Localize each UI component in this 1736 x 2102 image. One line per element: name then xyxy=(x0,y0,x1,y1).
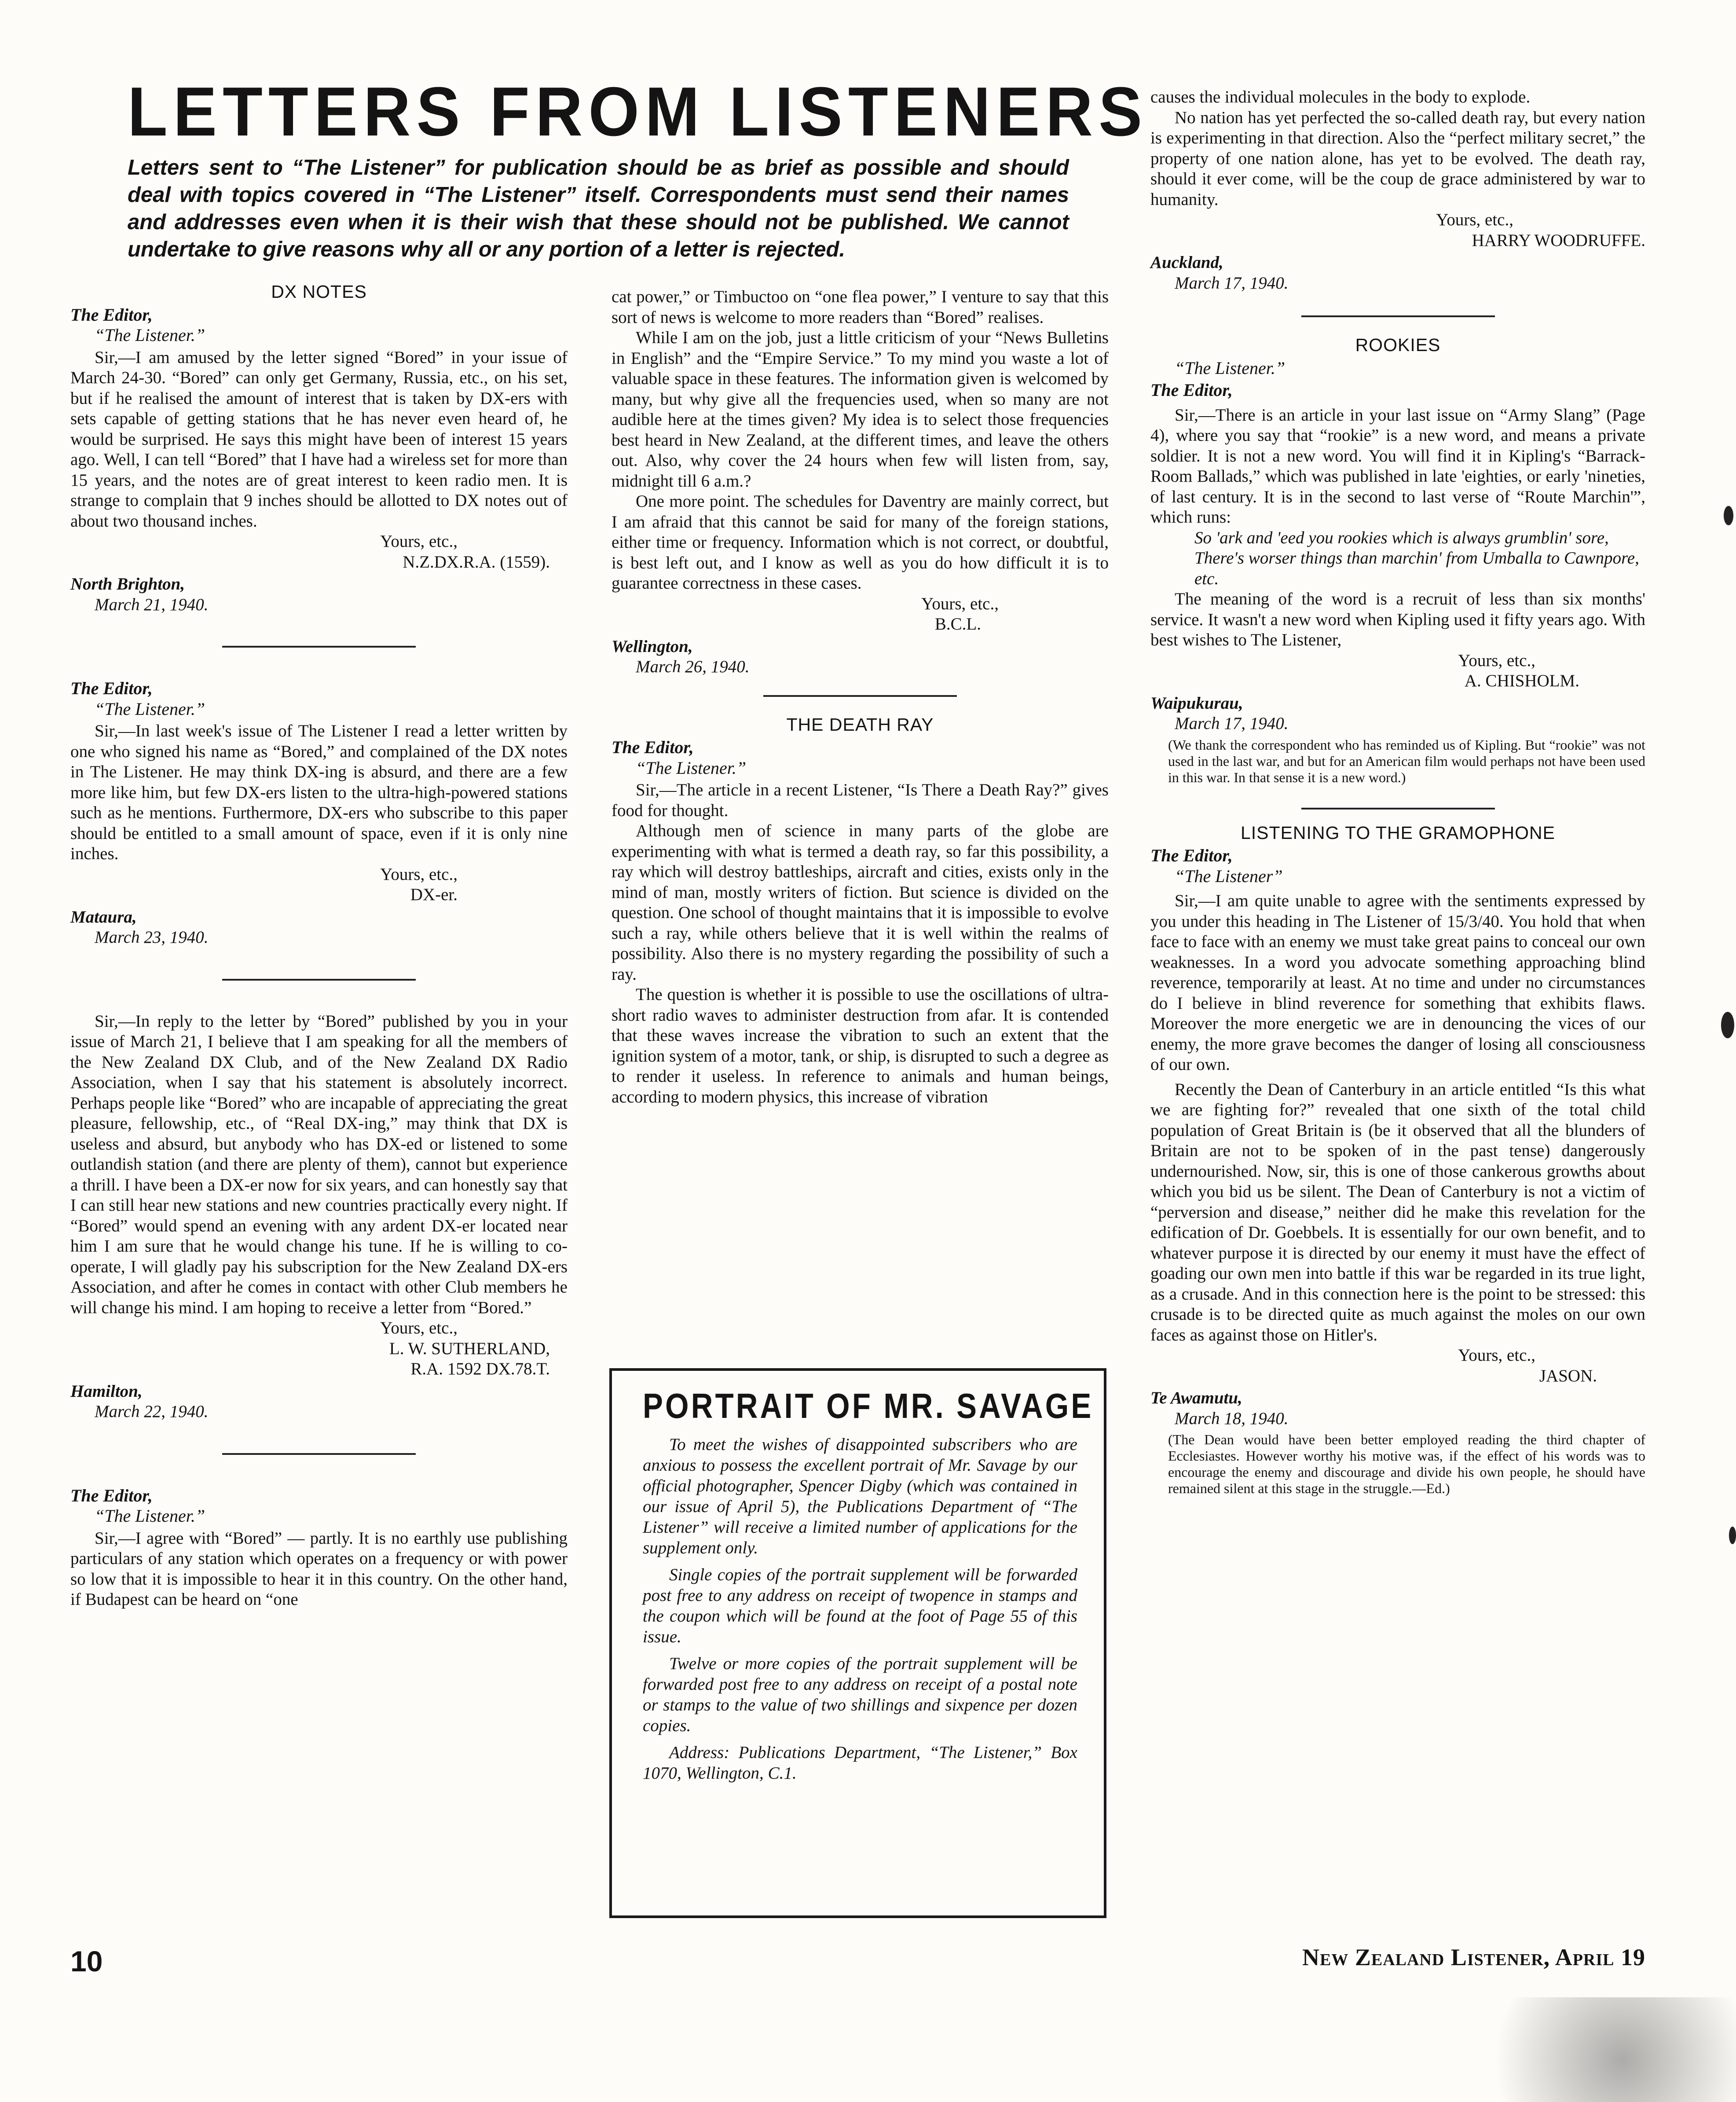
notice-paragraph: Single copies of the portrait supplement will be forwarded post free to any address on receipt of twopence in stamps and the coupon which will be found at the foot of Page 55 of this issue. xyxy=(643,1565,1077,1646)
letter-signature: N.Z.DX.R.A. (1559). xyxy=(403,552,550,571)
letter-date: March 18, 1940. xyxy=(1175,1409,1289,1428)
column-1 xyxy=(70,282,568,1610)
letter-closing: Yours, etc., xyxy=(1458,651,1535,670)
section-heading-gramophone: LISTENING TO THE GRAMOPHONE xyxy=(1240,822,1555,843)
letter-place: Auckland, xyxy=(1150,253,1223,272)
letter-body: Sir,—I am amused by the letter signed “Bored” in your issue of March 24-30. “Bored” can only get Germany, Russia, etc., on his set, but if he realised the amount of interest that is taken by DX-ers with sets capable of getting stations that he has never even heard of, he would be surprised. He says this might have been of interest 15 years ago. Well, I can tell “Bored” that I have had a wireless set for more than 15 years, and the notes are of great interest to keen radio men. It is strange to complain that 9 inches should be allotted to DX notes out of about two thousand inches. xyxy=(70,348,568,531)
letter-signature: DX-er. xyxy=(410,885,458,904)
ink-speck xyxy=(1721,1012,1734,1038)
section-heading-rookies: ROOKIES xyxy=(1355,335,1441,355)
ink-speck xyxy=(1729,1527,1736,1544)
letter-closing: Yours, etc., xyxy=(380,1318,458,1337)
column-3 xyxy=(1150,87,1645,1497)
ink-speck xyxy=(1724,506,1733,525)
letter-addressee: “The Listener.” xyxy=(95,699,205,719)
letter-body: The meaning of the word is a recruit of less than six months' service. It wasn't a new word when Kipling used it fifty years ago. With best wishes to The Listener, xyxy=(1150,590,1645,649)
letter-date: March 22, 1940. xyxy=(95,1402,209,1421)
letter-salutation: The Editor, xyxy=(70,1485,153,1505)
letter-closing: Yours, etc., xyxy=(1458,1346,1535,1365)
editor-note: (We thank the correspondent who has reminded us of Kipling. But “rookie” was not used in the last war, and but for an American film would perhaps not have been used in this war. In that sense it is a new word.) xyxy=(1168,736,1645,785)
letter-body-continued: causes the individual molecules in the body to explode. xyxy=(1150,88,1531,106)
letter-body: One more point. The schedules for Daventry are mainly correct, but I am afraid that this cannot be said for many of the foreign stations, either time or frequency. Information which is not correct, or doubtful, is best left out, and I know as well as you do how difficult it is to guarantee correctness in these cases. xyxy=(612,492,1109,593)
section-heading-death-ray: THE DEATH RAY xyxy=(786,714,934,735)
page-title: LETTERS FROM LISTENERS xyxy=(128,73,1148,150)
letter-body: Sir,—I agree with “Bored” — partly. It is no earthly use publishing particulars of any station which operates on a frequency or with power so low that it is impossible to hear it in this country. On the other hand, if Budapest can be heard on “one xyxy=(70,1528,568,1609)
letter-body: Sir,—There is an article in your last issue on “Army Slang” (Page 4), where you say that “rookie” is a new word, and means a private soldier. It is not a new word. You will find it in Kipling's “Barrack-Room Ballads,” which was published in late 'eighties, or early 'nineties, of last century. It is in the second to last verse of “Route Marchin'”, which runs: xyxy=(1150,405,1645,527)
letter-signature: JASON. xyxy=(1539,1366,1597,1385)
letter-signature: B.C.L. xyxy=(934,615,981,634)
letter-place: Mataura, xyxy=(70,907,137,926)
letter-place: Waipukurau, xyxy=(1150,693,1243,713)
divider xyxy=(222,979,416,981)
editor-note: (The Dean would have been better employed reading the third chapter of Ecclesiastes. However worthy his motive was, if the effect of his words was to encourage the enemy and discourage and divide his own people, he should have remained silent at this stage in the struggle.—Ed.) xyxy=(1168,1432,1645,1496)
letter-body: The question is whether it is possible to use the oscillations of ultra-short radio waves to administer destruction from afar. It is contended that these waves increase the vibration to such an extent that the ignition system of a motor, tank, or ship, is disrupted to such a degree as to render it useless. In reference to animals and human beings, according to modern physics, this increase of vibration xyxy=(612,985,1109,1106)
letter-place: Te Awamutu, xyxy=(1150,1388,1242,1407)
letter-addressee: “The Listener.” xyxy=(636,758,747,778)
running-footer: New Zealand Listener, April 19 xyxy=(1302,1944,1645,1970)
letter-salutation: The Editor, xyxy=(612,737,694,757)
letter-signature: HARRY WOODRUFFE. xyxy=(1472,231,1645,250)
page-number: 10 xyxy=(70,1945,103,1977)
notice-paragraph: Twelve or more copies of the portrait supplement will be forwarded post free to any address on receipt of a postal note or stamps to the value of two shillings and sixpence per dozen copies. xyxy=(643,1654,1077,1735)
letter-salutation: The Editor, xyxy=(70,304,153,325)
letter-addressee: “The Listener.” xyxy=(95,1506,205,1526)
letter-closing: Yours, etc., xyxy=(921,594,999,613)
letter-date: March 23, 1940. xyxy=(95,928,209,947)
scan-noise xyxy=(1452,1997,1736,2102)
letter-body: Although men of science in many parts of the globe are experimenting with what is termed a death ray, so far this possibility, a ray which will destroy battleships, aircraft and cities, exists only in the mind of man, mostly writers of fiction. But science is divided on the question. One school of thought maintains that it is impossible to evolve such a ray, while others believe that it is well within the realms of possibility. Also there is no mystery regarding the possibility of such a ray. xyxy=(612,821,1109,984)
letter-addressee: “The Listener” xyxy=(1175,866,1283,886)
notice-title: PORTRAIT OF MR. SAVAGE xyxy=(643,1386,1094,1425)
letter-body: Recently the Dean of Canterbury in an article entitled “Is this what we are fighting for?” revealed that one sixth of the total child population of Great Britain is (be it observed that all the blunders of Britain are not to be spoken of in the past tense) dangerously undernourished. Now, sir, this is one of those cankerous growths about which you bid us be silent. The Dean of Canterbury is not a victim of “perversion and disease,” neither did he make this revelation for the edification of Dr. Goebbels. It is essentially for our own benefit, and to whatever purpose it is directed by our enemy it must have the effect of goading our own men into battle if this war be regarded in its true light, as a crusade. And in this connection here is the point to be stressed: this crusade is to be directed quite as much against the moles on our own faces as against those on Hitler's. xyxy=(1150,1080,1645,1344)
divider xyxy=(222,646,416,648)
column-2 xyxy=(612,287,1109,1107)
letter-body: While I am on the job, just a little criticism of your “News Bulletins in English” and the “Empire Service.” To my mind you waste a lot of valuable space in these features. The information given is welcomed by many, but why give all the frequencies used, when so many are not audible here at the times given? My idea is to select those frequencies best heard in New Zealand, at the different times, and leave the others out. Also, why cover the 24 hours when few will listen from, say, midnight till 6 a.m.? xyxy=(612,328,1109,491)
letter-salutation: The Editor, xyxy=(1150,846,1233,865)
letter-body-continued: cat power,” or Timbuctoo on “one flea power,” I venture to say that this sort of news is welcome to more readers than “Bored” realises. xyxy=(612,287,1109,327)
letter-date: March 17, 1940. xyxy=(1175,714,1289,733)
letter-date: March 21, 1940. xyxy=(95,595,209,614)
letter-addressee: “The Listener.” xyxy=(1175,358,1286,378)
letter-signature: A. CHISHOLM. xyxy=(1464,671,1579,690)
letter-salutation: The Editor, xyxy=(1150,380,1233,400)
portrait-notice-box xyxy=(609,1368,1106,1918)
letter-body: Sir,—The article in a recent Listener, “Is There a Death Ray?” gives food for thought. xyxy=(612,780,1109,820)
letter-closing: Yours, etc., xyxy=(1436,210,1513,229)
verse-line: There's worser things than marchin' from Umballa to Cawnpore, etc. xyxy=(1194,549,1639,588)
letter-body: Sir,—I am quite unable to agree with the sentiments expressed by you under this heading in The Listener of 15/3/40. You hold that when face to face with an enemy we must take great pains to conceal our own weaknesses. In a word you advocate something approaching blind reverence, temporarily at least. At no time and under no circumstances do I believe in blind reverence for something that exhibits flaws. Moreover the more energetic we are in denouncing the vices of our enemy, the more grave becomes the danger of losing all consciousness of our own. xyxy=(1150,891,1645,1074)
letter-place: North Brighton, xyxy=(70,575,185,593)
letter-addressee: “The Listener.” xyxy=(95,325,205,345)
letter-body: Sir,—In last week's issue of The Listener I read a letter written by one who signed his name as “Bored,” and complained of the DX notes in The Listener. He may think DX-ing is absurd, and there are a few more like him, but few DX-ers listen to the ultra-high-powered stations such as he mentions. Furthermore, DX-ers who subscribe to this paper should be entitled to a small amount of space, even if it is only nine inches. xyxy=(70,721,568,863)
letter-date: March 17, 1940. xyxy=(1175,273,1289,293)
letter-date: March 26, 1940. xyxy=(636,657,750,676)
intro-notice: Letters sent to “The Listener” for publication should be as brief as possible and should deal with topics covered in “The Listener” itself. Correspondents must send their names and addresses even when it is their wish that these should not be published. We cannot undertake to give reasons why all or any portion of a letter is rejected. xyxy=(128,156,1069,261)
notice-address: Address: Publications Department, “The Listener,” Box 1070, Wellington, C.1. xyxy=(643,1743,1077,1783)
section-heading-dx-notes: DX NOTES xyxy=(271,282,367,302)
letter-place: Hamilton, xyxy=(70,1381,143,1401)
letter-closing: Yours, etc., xyxy=(380,864,458,884)
letter-salutation: The Editor, xyxy=(70,678,153,698)
letter-body: Sir,—In reply to the letter by “Bored” published by you in your issue of March 21, I believe that I am speaking for all the members of the New Zealand DX Club, and of the New Zealand DX Radio Association, when I say that his statement is absolutely incorrect. Perhaps people like “Bored” who are incapable of appreciating the great pleasure, fellowship, etc., of “Real DX-ing,” may think that DX is useless and absurd, but anybody who has DX-ed or listened to some outlandish station (and there are plenty of them), cannot but experience a thrill. I have been a DX-er now for six years, and can honestly say that I can still hear new stations and new countries practically every night. If “Bored” would spend an evening with any ardent DX-er located near him I am sure that he would change his tune. If he is willing to co-operate, I will gladly pay his subscription for the New Zealand DX-ers Association, and after he comes in contact with other Club members he will change his mind. I am hoping to receive a letter from “Bored.” xyxy=(70,1011,568,1317)
letter-signature: L. W. SUTHERLAND, xyxy=(389,1339,550,1358)
notice-paragraph: To meet the wishes of disappointed subscribers who are anxious to possess the excellent portrait of Mr. Savage by our official photographer, Spencer Digby (which was contained in our issue of April 5), the Publications Department of “The Listener” will receive a limited number of applications for the supplement only. xyxy=(643,1435,1077,1557)
divider xyxy=(222,1453,416,1455)
letter-place: Wellington, xyxy=(612,637,693,656)
letter-body: No nation has yet perfected the so-called death ray, but every nation is experimenting in that direction. Also the “perfect military secret,” the property of one nation alone, has yet to be evolved. The death ray, should it ever come, will be the coup de grace administered by war to humanity. xyxy=(1150,108,1645,209)
divider xyxy=(1301,808,1495,809)
divider xyxy=(763,695,957,697)
letter-closing: Yours, etc., xyxy=(380,532,458,551)
letter-signature-line-2: R.A. 1592 DX.78.T. xyxy=(410,1359,550,1378)
verse-line: So 'ark and 'eed you rookies which is always grumblin' sore, xyxy=(1194,528,1609,547)
divider xyxy=(1301,315,1495,317)
